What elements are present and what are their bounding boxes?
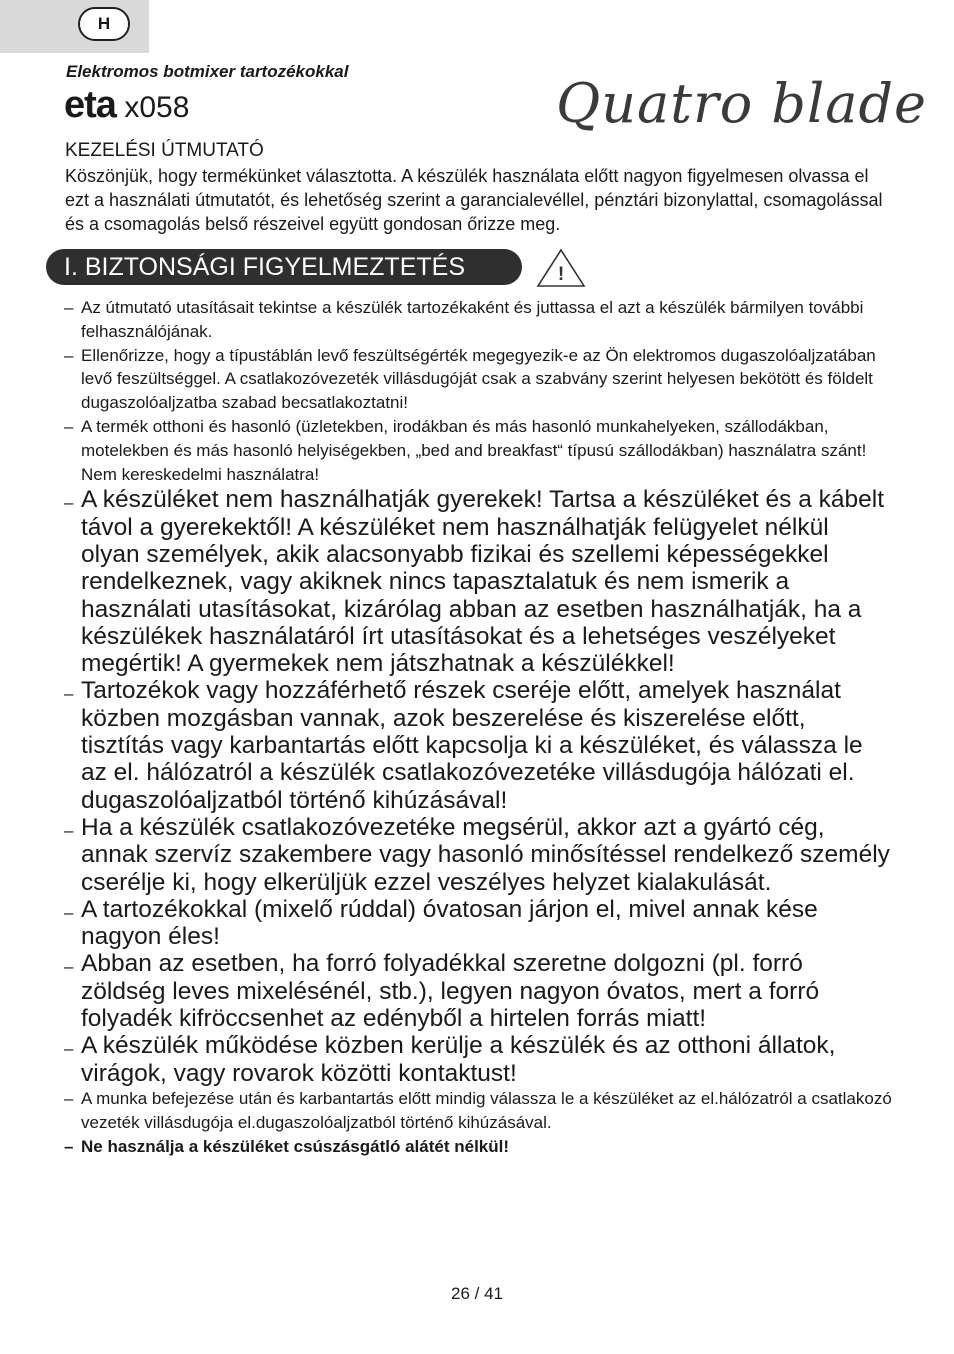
section-title: I. BIZTONSÁGI FIGYELMEZTETÉS	[64, 253, 465, 281]
list-item: – Ellenőrizze, hogy a típustáblán levő feszültségérték megegyezik-e az Ön elektromos dugaszolóaljzatában levő feszültséggel. A csatlakozóvezeték villásdugóját csak a szabvány szerint helyesen bekötött és földelt dugaszolóaljzatba szabad becsatlakoztatni!	[64, 345, 876, 413]
list-item: – A tartozékokkal (mixelő rúddal) óvatosan járjon el, mivel annak kése nagyon éles!	[64, 895, 818, 951]
page-number: 26 / 41	[451, 1284, 503, 1303]
language-tab	[0, 0, 149, 53]
safety-list	[64, 296, 894, 1158]
warning-exclamation: !	[557, 264, 565, 285]
list-item: – A készülék működése közben kerülje a készülék és az otthoni állatok, virágok, vagy rovarok közötti kontaktust!	[64, 1032, 836, 1087]
list-item: – A készüléket nem használhatják gyerekek! Tartsa a készüléket és a kábelt távol a gyerekektől! A készüléket nem használhatják felügyelet nélkül olyan személyek, akik alacsonyabb fizikai és szellemi képességekkel rendelkeznek, vagy akiknek nincs tapasztalatuk és nem ismerik a használati utasításokat, kizárólag abban az esetben használhatják, ha a készülékek használatáról írt utasításokat és a lehetséges veszélyeket megértik! A gyermekek nem játszhatnak a készülékkel!	[64, 486, 885, 678]
list-item: – A termék otthoni és hasonló (üzletekben, irodákban és más hasonló munkahelyeken, szállodákban, motelekben és más hasonló helyiségekben, „bed and breakfast“ típusú szállodákban) használatra szánt! Nem kereskedelmi használatra!	[64, 416, 867, 484]
list-item: – Az útmutató utasításait tekintse a készülék tartozékaként és juttassa el azt a készülék bármilyen további felhasználójának.	[64, 298, 864, 341]
list-item: – Tartozékok vagy hozzáférhető részek cseréje előtt, amelyek használat közben mozgásban vannak, azok beszerelése és kiszerelése előtt, tisztítás vagy karbantartás előtt kapcsolja ki a készüléket, és válassza le az el. hálózatról a készülék csatlakozóvezetéke villásdugója hálózati el. dugaszolóaljzatból történő kihúzásával!	[64, 677, 863, 814]
section-heading-safety	[46, 249, 522, 285]
manual-heading: KEZELÉSI ÚTMUTATÓ	[65, 140, 264, 161]
list-item-emphasis: – Ne használja a készüléket csúszásgátló alátét nélkül!	[64, 1136, 510, 1156]
model-line	[64, 84, 189, 127]
list-item: – A munka befejezése után és karbantartás előtt mindig válassza le a készüléket az el.hálózatról a csatlakozó vezeték villásdugója el.dugaszolóaljzatból történő kihúzásával.	[64, 1088, 892, 1132]
product-script-title: Quatro blade	[556, 72, 927, 135]
intro-paragraph: Köszönjük, hogy termékünket választotta. A készülék használata előtt nagyon figyelmesen olvassa el ezt a használati útmutatót, és lehetőség szerint a garancialevéllel, pénztári bizonylattal, csomagolással és a csomagolás belső részeivel együtt gondosan őrizze meg.	[65, 166, 883, 234]
list-item: – Ha a készülék csatlakozóvezetéke megsérül, akkor azt a gyártó cég, annak szervíz szakembere vagy hasonló minősítéssel rendelkező személy cserélje ki, hogy elkerüljük ezzel veszélyes helyzet kialakulását.	[64, 813, 890, 896]
product-subtitle: Elektromos botmixer tartozékokkal	[66, 62, 349, 81]
list-item: – Abban az esetben, ha forró folyadékkal szeretne dolgozni (pl. forró zöldség leves mixelésénél, stb.), legyen nagyon óvatos, mert a forró folyadék kifröccsenhet az edényből a hirtelen forrás miatt!	[64, 950, 820, 1033]
model-number: x058	[124, 91, 190, 124]
brand-logo: eta	[64, 84, 116, 126]
language-code-badge: H	[78, 7, 130, 41]
warning-triangle-icon	[535, 247, 587, 289]
